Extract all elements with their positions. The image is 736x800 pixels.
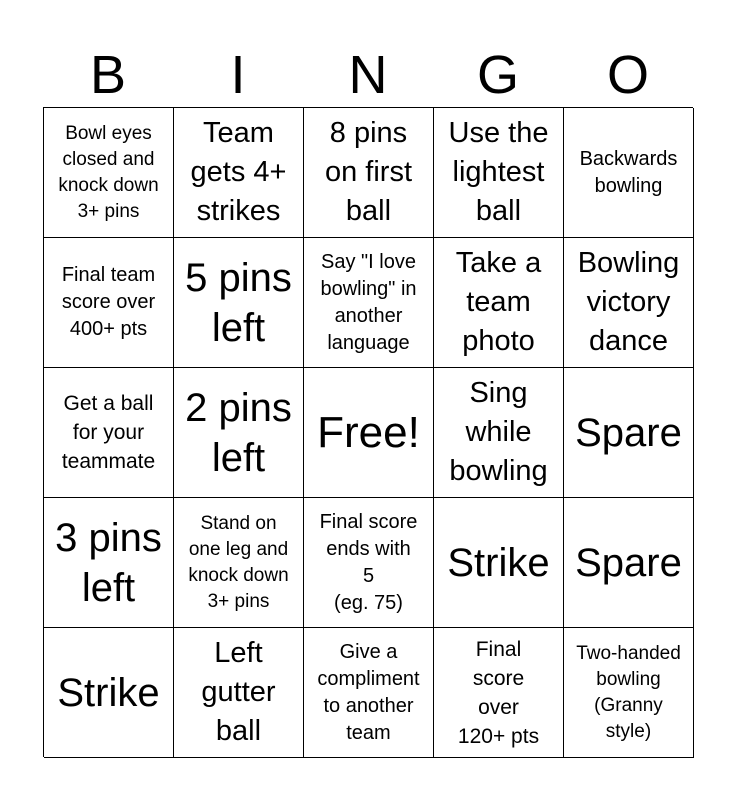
cell-text: 5 pins left [185,255,292,350]
cell-text: Use the lightest ball [448,117,549,227]
bingo-card-grid [43,107,693,757]
bingo-cell[interactable] [564,368,694,498]
bingo-cell[interactable] [434,628,564,758]
bingo-cell[interactable] [174,498,304,628]
bingo-cell[interactable] [304,628,434,758]
bingo-cell[interactable] [174,108,304,238]
bingo-cell[interactable] [434,498,564,628]
cell-text: Sing while bowling [449,377,548,487]
bingo-cell[interactable] [174,628,304,758]
bingo-header [43,44,693,106]
cell-text: Bowl eyes closed and knock down 3+ pins [58,122,159,222]
bingo-cell[interactable] [304,238,434,368]
bingo-cell[interactable] [44,238,174,368]
cell-text: Final team score over 400+ pts [61,264,156,340]
cell-text: 3 pins left [55,515,162,610]
header-letter-n: N [348,45,388,105]
bingo-cell[interactable] [44,368,174,498]
bingo-cell[interactable] [174,238,304,368]
cell-text: Team gets 4+ strikes [190,117,287,227]
cell-text: Backwards bowling [579,147,678,197]
header-letter-o: O [606,45,649,105]
bingo-cell[interactable] [434,238,564,368]
bingo-cell[interactable] [304,108,434,238]
cell-text: Left gutter ball [201,637,276,747]
bingo-cell[interactable] [434,368,564,498]
free-space-cell[interactable] [304,368,434,498]
bingo-cell[interactable] [304,498,434,628]
cell-text: Two-handed bowling (Granny style) [576,642,681,742]
cell-text: Take a team photo [455,247,542,357]
cell-text: Free! [317,407,420,457]
bingo-cell[interactable] [44,108,174,238]
header-letter-b: B [89,45,127,105]
cell-text: Stand on one leg and knock down 3+ pins [188,512,289,612]
cell-text: Bowling victory dance [577,247,680,357]
bingo-cell[interactable] [174,368,304,498]
cell-text: Get a ball for your teammate [61,392,156,473]
bingo-cell[interactable] [564,108,694,238]
bingo-cell[interactable] [564,238,694,368]
bingo-cell[interactable] [564,628,694,758]
cell-text: Strike [447,540,550,585]
cell-text: Spare [575,410,682,455]
header-letter-i: I [230,45,246,105]
cell-text: Give a compliment to another team [317,640,420,744]
cell-text: Spare [575,540,682,585]
cell-text: Strike [57,670,160,715]
bingo-cell[interactable] [44,498,174,628]
cell-text: 2 pins left [185,385,292,480]
bingo-cell[interactable] [44,628,174,758]
cell-text: Say "I love bowling" in another language [320,250,417,354]
bingo-cell[interactable] [564,498,694,628]
cell-text: Final score ends with 5 (eg. 75) [319,510,418,614]
header-letter-g: G [476,45,519,105]
cell-text: 8 pins on first ball [324,117,413,227]
bingo-cell[interactable] [434,108,564,238]
cell-text: Final score over 120+ pts [457,637,540,748]
